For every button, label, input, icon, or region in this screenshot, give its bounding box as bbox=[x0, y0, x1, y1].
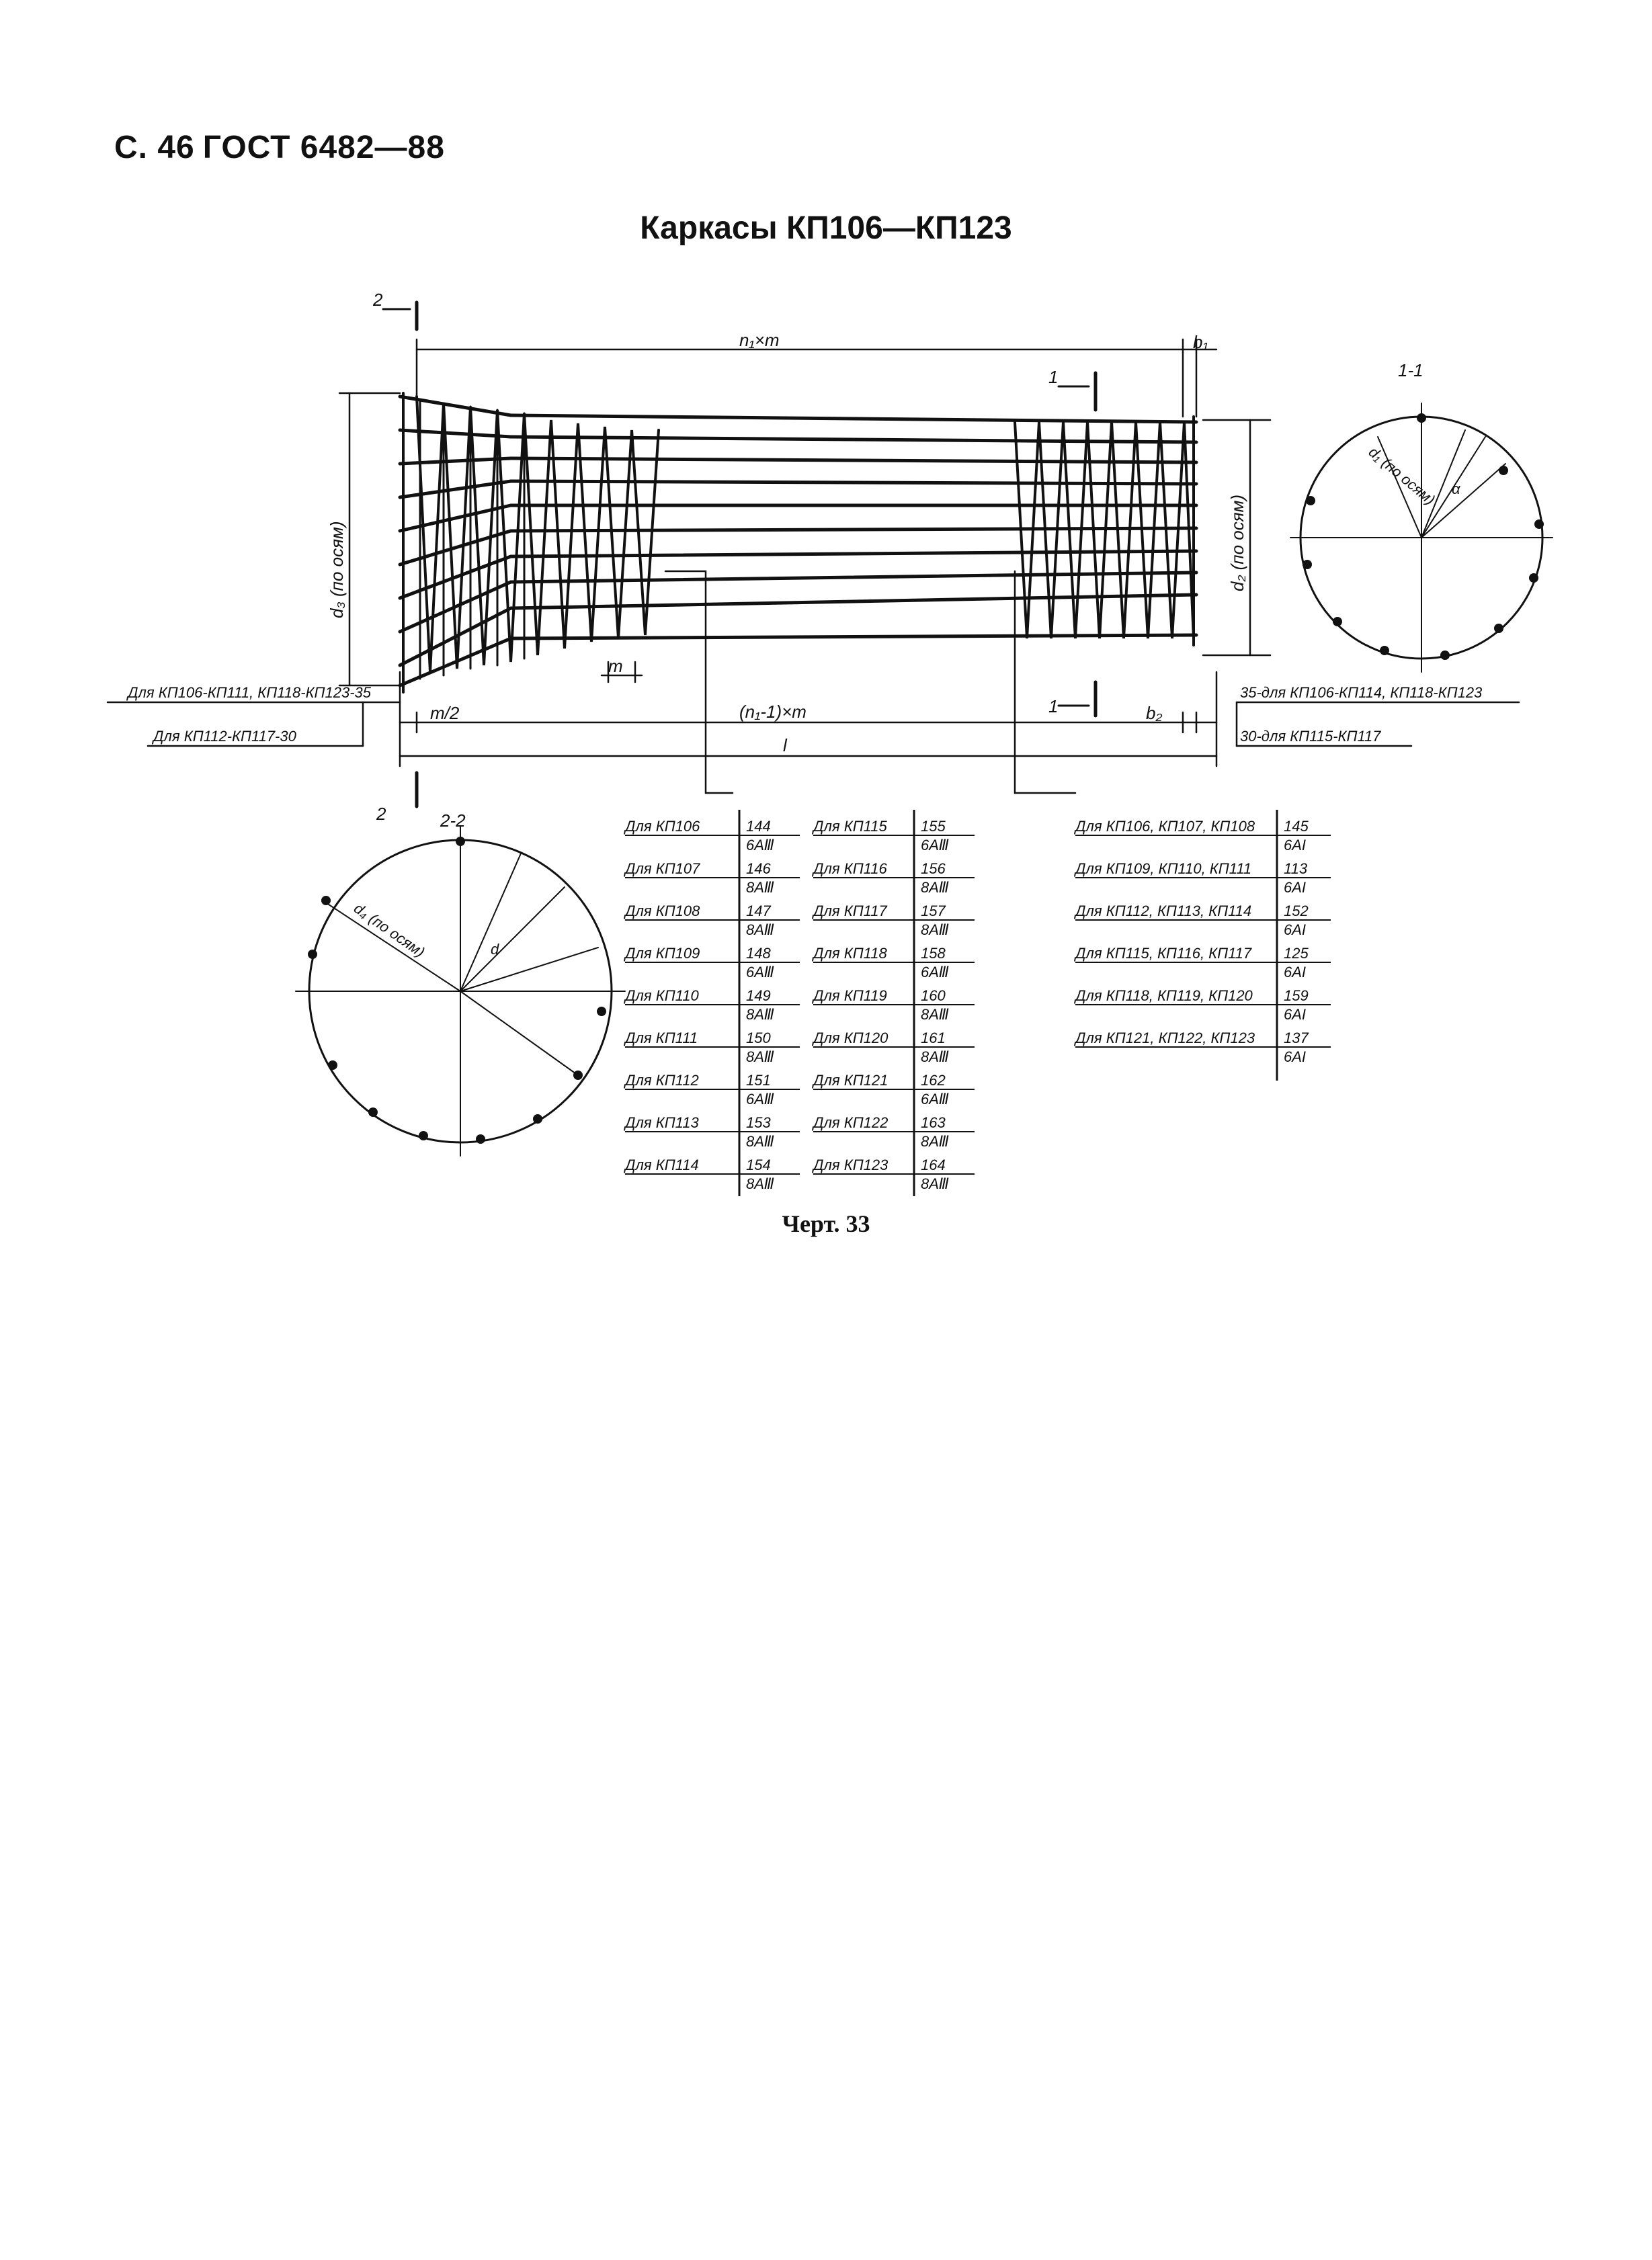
callout-number: 153 bbox=[746, 1114, 771, 1131]
alpha-label: α bbox=[1452, 480, 1460, 497]
callout-number: 146 bbox=[746, 860, 771, 877]
callout-steel: 6AI bbox=[1284, 964, 1307, 980]
callout-steel: 6AI bbox=[1284, 921, 1307, 938]
callout-label: Для КП123 bbox=[813, 1157, 889, 1173]
note-left-b: Для КП112-КП117-30 bbox=[153, 728, 296, 745]
callout-number: 137 bbox=[1284, 1030, 1309, 1046]
callout-number: 151 bbox=[746, 1072, 771, 1089]
callout-steel: 6AI bbox=[1284, 1048, 1307, 1065]
note-left-a: Для КП106-КП111, КП118-КП123-35 bbox=[128, 684, 371, 701]
callout-label: Для КП117 bbox=[813, 903, 887, 919]
callout-number: 155 bbox=[921, 818, 946, 835]
callout-number: 162 bbox=[921, 1072, 946, 1089]
section-2-2-label: 2-2 bbox=[440, 810, 466, 831]
dim-d2-label: d₂ (по осям) bbox=[1227, 494, 1247, 591]
callout-steel: 8AⅢ bbox=[746, 921, 775, 938]
drawing-title: Каркасы КП106—КП123 bbox=[640, 210, 1012, 246]
page-number: С. 46 bbox=[114, 130, 195, 165]
callout-label: Для КП113 bbox=[625, 1114, 699, 1131]
callout-steel: 8AⅢ bbox=[746, 879, 775, 896]
callout-steel: 8AⅢ bbox=[921, 1175, 950, 1192]
callout-steel: 8AⅢ bbox=[746, 1133, 775, 1150]
longitudinal-bars bbox=[400, 396, 1196, 685]
dim-d4-label: d₄ (по осям) bbox=[351, 899, 428, 961]
callout-label: Для КП118 bbox=[813, 945, 887, 962]
callout-label: Для КП108 bbox=[625, 903, 700, 919]
callout-table-right bbox=[1073, 810, 1331, 1081]
callout-label: Для КП112 bbox=[625, 1072, 699, 1089]
note-right-b: 30-для КП115-КП117 bbox=[1240, 728, 1381, 745]
callout-table-mid bbox=[811, 810, 975, 1196]
callout-table-left bbox=[623, 810, 800, 1196]
callout-label: Для КП106, КП107, КП108 bbox=[1075, 818, 1255, 835]
callout-label: Для КП106 bbox=[625, 818, 700, 835]
callout-label: Для КП121, КП122, КП123 bbox=[1075, 1030, 1255, 1046]
callout-label: Для КП121 bbox=[813, 1072, 889, 1089]
callout-number: 156 bbox=[921, 860, 946, 877]
cut-2-top: 2 bbox=[373, 290, 383, 310]
callout-steel: 6AⅢ bbox=[746, 837, 775, 853]
dim-b2-label: b₂ bbox=[1146, 703, 1163, 723]
callout-steel: 6AⅢ bbox=[921, 964, 950, 980]
callout-number: 144 bbox=[746, 818, 771, 835]
callout-steel: 6AI bbox=[1284, 879, 1307, 896]
callout-steel: 8AⅢ bbox=[746, 1048, 775, 1065]
dim-m-label: m bbox=[608, 656, 623, 676]
section-1-1 bbox=[1290, 403, 1553, 672]
section-2-2 bbox=[296, 827, 625, 1156]
cut-1-bottom: 1 bbox=[1048, 696, 1059, 716]
callout-number: 147 bbox=[746, 903, 771, 919]
callout-steel: 8AⅢ bbox=[921, 1048, 950, 1065]
cut-2-bottom: 2 bbox=[376, 804, 386, 824]
callout-label: Для КП116 bbox=[813, 860, 887, 877]
d-angle-label: d bbox=[491, 941, 499, 958]
figure-caption: Черт. 33 bbox=[782, 1210, 870, 1237]
dim-half-m-label: m/2 bbox=[430, 703, 460, 723]
callout-number: 157 bbox=[921, 903, 946, 919]
callout-steel: 6AⅢ bbox=[746, 964, 775, 980]
callout-number: 160 bbox=[921, 987, 946, 1004]
cut-1-top: 1 bbox=[1048, 367, 1059, 387]
callout-label: Для КП110 bbox=[625, 987, 699, 1004]
callout-number: 154 bbox=[746, 1157, 771, 1173]
note-right-a: 35-для КП106-КП114, КП118-КП123 bbox=[1240, 684, 1483, 701]
callout-number: 148 bbox=[746, 945, 771, 962]
callout-steel: 8AⅢ bbox=[921, 921, 950, 938]
callout-label: Для КП120 bbox=[813, 1030, 889, 1046]
callout-steel: 6AI bbox=[1284, 837, 1307, 853]
callout-label: Для КП111 bbox=[625, 1030, 698, 1046]
callout-steel: 6AⅢ bbox=[921, 837, 950, 853]
callout-label: Для КП122 bbox=[813, 1114, 889, 1131]
callout-number: 161 bbox=[921, 1030, 946, 1046]
callout-number: 113 bbox=[1284, 860, 1308, 877]
callout-number: 159 bbox=[1284, 987, 1309, 1004]
callout-label: Для КП107 bbox=[625, 860, 700, 877]
callout-label: Для КП118, КП119, КП120 bbox=[1075, 987, 1253, 1004]
callout-number: 145 bbox=[1284, 818, 1309, 835]
dim-l-label: l bbox=[783, 735, 787, 755]
callout-label: Для КП109, КП110, КП111 bbox=[1075, 860, 1252, 877]
dim-d1-label: d₁ (по осям) bbox=[1365, 443, 1439, 509]
callout-number: 164 bbox=[921, 1157, 946, 1173]
dim-top-label: n₁×m bbox=[739, 330, 780, 350]
callout-label: Для КП109 bbox=[625, 945, 700, 962]
callout-label: Для КП115 bbox=[813, 818, 887, 835]
callout-number: 163 bbox=[921, 1114, 946, 1131]
callout-label: Для КП114 bbox=[625, 1157, 699, 1173]
callout-label: Для КП119 bbox=[813, 987, 887, 1004]
dim-b1-label: b₁ bbox=[1193, 332, 1208, 352]
standard-code: ГОСТ 6482—88 bbox=[202, 130, 445, 165]
callout-steel: 6AⅢ bbox=[746, 1091, 775, 1107]
callout-label: Для КП112, КП113, КП114 bbox=[1075, 903, 1252, 919]
dim-d3-label: d₃ (по осям) bbox=[327, 521, 347, 618]
callout-steel: 6AⅢ bbox=[921, 1091, 950, 1107]
callout-steel: 8AⅢ bbox=[746, 1175, 775, 1192]
callout-number: 149 bbox=[746, 987, 771, 1004]
callout-number: 150 bbox=[746, 1030, 771, 1046]
callout-steel: 8AⅢ bbox=[921, 1133, 950, 1150]
callout-label: Для КП115, КП116, КП117 bbox=[1075, 945, 1252, 962]
callout-steel: 6AI bbox=[1284, 1006, 1307, 1023]
section-1-1-label: 1-1 bbox=[1398, 360, 1423, 380]
callout-number: 158 bbox=[921, 945, 946, 962]
dim-span-label: (n₁-1)×m bbox=[739, 702, 807, 722]
callout-steel: 8AⅢ bbox=[921, 879, 950, 896]
callout-steel: 8AⅢ bbox=[921, 1006, 950, 1023]
callout-number: 152 bbox=[1284, 903, 1309, 919]
callout-number: 125 bbox=[1284, 945, 1309, 962]
callout-steel: 8AⅢ bbox=[746, 1006, 775, 1023]
